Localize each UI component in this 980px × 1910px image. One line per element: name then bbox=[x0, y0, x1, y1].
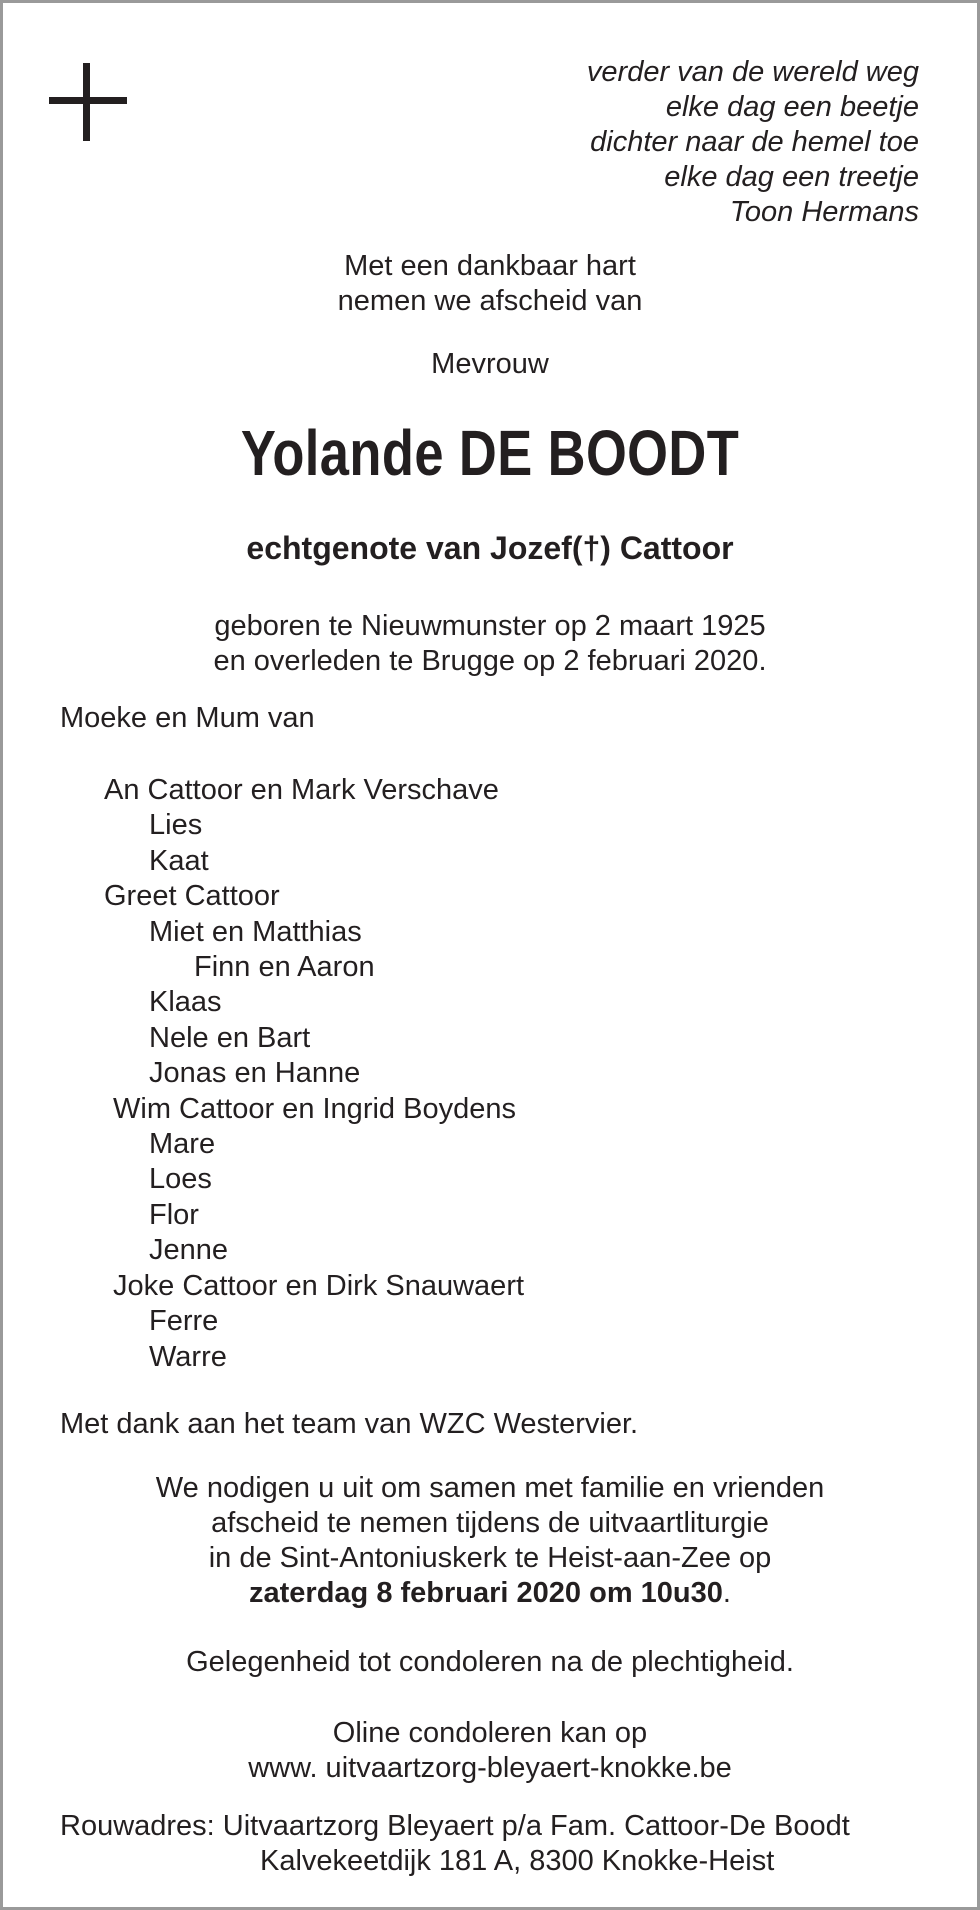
birth-death bbox=[3, 609, 977, 679]
family-member: Klaas bbox=[149, 986, 222, 1019]
title: Mevrouw bbox=[431, 348, 549, 380]
deceased-name: Yolande DE BOODT bbox=[240, 417, 740, 489]
intro-line: Met een dankbaar hart bbox=[344, 250, 636, 282]
poem bbox=[587, 55, 919, 230]
family-member: Ferre bbox=[149, 1305, 219, 1338]
invitation-line: We nodigen u uit om samen met familie en vrienden bbox=[155, 1472, 825, 1504]
family-member: Kaat bbox=[149, 844, 209, 877]
address-line: Rouwadres: Uitvaartzorg Bleyaert p/a Fam. Cattoor-De Boodt bbox=[60, 1810, 850, 1842]
spouse-line: echtgenote van Jozef(†) Cattoor bbox=[246, 530, 734, 566]
family-member: Miet en Matthias bbox=[149, 915, 362, 948]
family-list bbox=[3, 773, 524, 1375]
mother-of: Moeke en Mum van bbox=[60, 702, 315, 734]
funeral-date-line bbox=[3, 1576, 977, 1611]
condolence-website[interactable]: www. uitvaartzorg-bleyaert-knokke.be bbox=[248, 1752, 732, 1784]
intro bbox=[3, 249, 977, 319]
family-member: Greet Cattoor bbox=[104, 880, 280, 913]
family-member: Wim Cattoor en Ingrid Boydens bbox=[113, 1092, 516, 1125]
death-line: en overleden te Brugge op 2 februari 2020. bbox=[213, 645, 767, 677]
poem-line: dichter naar de hemel toe bbox=[590, 126, 919, 158]
invitation bbox=[3, 1471, 977, 1611]
invitation-line: in de Sint-Antoniuskerk te Heist-aan-Zee op bbox=[208, 1542, 772, 1574]
family-member: Nele en Bart bbox=[149, 1021, 311, 1054]
address-line: Kalvekeetdijk 181 A, 8300 Knokke-Heist bbox=[260, 1845, 775, 1877]
family-member: Mare bbox=[149, 1128, 216, 1161]
family-member: Loes bbox=[149, 1163, 212, 1196]
online-condolence-text: Oline condoleren kan op bbox=[332, 1717, 648, 1749]
birth-line: geboren te Nieuwmunster op 2 maart 1925 bbox=[214, 610, 766, 642]
family-member: Jonas en Hanne bbox=[149, 1057, 361, 1090]
poem-line: verder van de wereld weg bbox=[586, 56, 919, 88]
intro-line: nemen we afscheid van bbox=[337, 285, 643, 317]
family-member: Flor bbox=[149, 1198, 199, 1231]
family-member: Finn en Aaron bbox=[194, 951, 375, 984]
funeral-date-suffix: . bbox=[722, 1577, 731, 1609]
family-member: Lies bbox=[149, 809, 203, 842]
family-member: An Cattoor en Mark Verschave bbox=[104, 774, 499, 806]
family-member: Jenne bbox=[149, 1234, 229, 1267]
mourning-address bbox=[60, 1809, 850, 1879]
thanks: Met dank aan het team van WZC Westervier. bbox=[60, 1408, 639, 1440]
cross-icon bbox=[49, 63, 127, 141]
poem-author: Toon Hermans bbox=[729, 196, 919, 228]
family-member: Joke Cattoor en Dirk Snauwaert bbox=[113, 1269, 525, 1302]
poem-line: elke dag een beetje bbox=[665, 91, 919, 123]
funeral-date: zaterdag 8 februari 2020 om 10u30 bbox=[249, 1577, 723, 1609]
invitation-line: afscheid te nemen tijdens de uitvaartliturgie bbox=[211, 1507, 769, 1539]
online-condolence bbox=[3, 1716, 977, 1786]
poem-line: elke dag een treetje bbox=[664, 161, 919, 193]
condolence-note: Gelegenheid tot condoleren na de plechtigheid. bbox=[186, 1646, 794, 1678]
family-member: Warre bbox=[149, 1340, 227, 1373]
